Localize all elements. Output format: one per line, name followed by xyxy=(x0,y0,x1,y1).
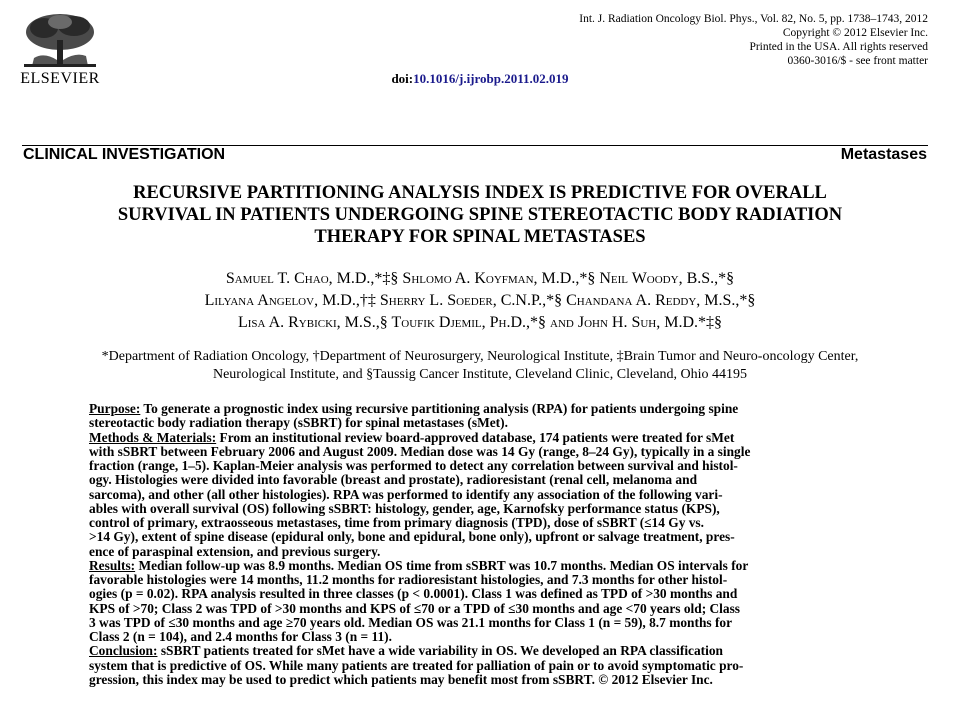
conclusion-label: Conclusion: xyxy=(89,643,158,659)
abstract-line: ence of paraspinal extension, and previous surgery. xyxy=(89,543,381,559)
author-line: Samuel T. Chao, M.D.,*‡§ Shlomo A. Koyfman, M.D.,*§ Neil Woody, B.S.,*§ xyxy=(225,270,735,287)
abstract-line: control of primary, extraosseous metastases, time from primary diagnosis (TPD), dose of sSBRT (≤14 Gy vs. xyxy=(89,515,704,530)
affiliation-line: *Department of Radiation Oncology, †Department of Neurosurgery, Neurological Institute, ‡Brain Tumor and Neuro-oncology Center, xyxy=(101,349,859,364)
abstract-line xyxy=(89,559,864,573)
abstract-line xyxy=(89,431,864,445)
printed-line: Printed in the USA. All rights reserved xyxy=(749,41,928,53)
purpose-label: Purpose: xyxy=(89,401,141,416)
affiliations xyxy=(30,348,930,384)
results-text: Median follow-up was 8.9 months. Median OS time from sSBRT was 10.7 months. Median OS intervals for xyxy=(135,557,749,573)
abstract-line: Class 2 (n = 104), and 2.4 months for Class 3 (n = 11). xyxy=(89,629,392,644)
title-line: SURVIVAL IN PATIENTS UNDERGOING SPINE STEREOTACTIC BODY RADIATION xyxy=(117,205,843,225)
abstract-line: fraction (range, 1–5). Kaplan-Meier analysis was performed to detect any correlation between survival and histol- xyxy=(89,458,738,473)
doi-label: doi: xyxy=(391,71,414,86)
copyright-line: Copyright © 2012 Elsevier Inc. xyxy=(782,27,928,39)
abstract-line: favorable histologies were 14 months, 11.2 months for radioresistant histologies, and 7.3 months for other histol- xyxy=(89,572,728,587)
affiliation-line: Neurological Institute, and §Taussig Cancer Institute, Cleveland Clinic, Cleveland, Ohio 44195 xyxy=(212,367,748,382)
conclusion-text: sSBRT patients treated for sMet have a wide variability in OS. We developed an RPA classification xyxy=(157,643,724,659)
abstract-line: ogy. Histologies were divided into favorable (breast and prostate), radioresistant (renal cell, melanoma and xyxy=(89,472,698,488)
title-line: RECURSIVE PARTITIONING ANALYSIS INDEX IS PREDICTIVE FOR OVERALL xyxy=(133,183,827,203)
abstract-line xyxy=(89,644,864,658)
author-line: Lisa A. Rybicki, M.S.,§ Toufik Djemil, Ph.D.,*§ and John H. Suh, M.D.*‡§ xyxy=(237,314,723,331)
purpose-text: To generate a prognostic index using recursive partitioning analysis (RPA) for patients undergoing spine xyxy=(140,401,739,416)
section-heading: CLINICAL INVESTIGATION xyxy=(23,146,226,163)
abstract-line: gression, this index may be used to predict which patients may benefit most from sSBRT. © 2012 Elsevier Inc. xyxy=(89,671,713,687)
methods-label: Methods & Materials: xyxy=(89,429,217,445)
abstract-line: 3 was TPD of ≤30 months and age ≥70 years old. Median OS was 21.1 months for Class 1 (n = 59), 8.7 months for xyxy=(89,614,733,630)
author-list xyxy=(40,268,920,334)
abstract-line xyxy=(89,402,864,416)
abstract-line: KPS of >70; Class 2 was TPD of >30 months and KPS of ≤70 or a TPD of ≤30 months and age <70 years old; Class xyxy=(89,600,741,616)
doi-line xyxy=(0,71,960,87)
title-line: THERAPY FOR SPINAL METASTASES xyxy=(314,227,646,247)
journal-citation: Int. J. Radiation Oncology Biol. Phys., Vol. 82, No. 5, pp. 1738–1743, 2012 xyxy=(579,13,928,25)
abstract-line: ables with overall survival (OS) following sSBRT: histology, gender, age, Karnofsky performance status (KPS), xyxy=(89,500,720,516)
author-line: Lilyana Angelov, M.D.,†‡ Sherry L. Soeder, C.N.P.,*§ Chandana A. Reddy, M.S.,*§ xyxy=(204,292,756,309)
doi-link[interactable]: 10.1016/j.ijrobp.2011.02.019 xyxy=(413,71,569,86)
abstract-line: with sSBRT between February 2006 and August 2009. Median dose was 14 Gy (range, 8–24 Gy), typically in a single xyxy=(89,443,751,459)
methods-text: From an institutional review board-approved database, 174 patients were treated for sMet xyxy=(216,429,735,445)
journal-reference xyxy=(579,12,928,68)
abstract-line: stereotactic body radiation therapy (sSBRT) for spinal metastases (sMet). xyxy=(89,415,508,431)
abstract xyxy=(89,402,864,687)
abstract-line: >14 Gy), extent of spine disease (epidural only, bone and epidural, bone only), upfront or salvage treatment, pres- xyxy=(89,529,735,545)
publisher-wordmark: ELSEVIER xyxy=(20,70,100,87)
abstract-line: sarcoma), and other (all other histologies). RPA was performed to identify any association of the following vari- xyxy=(89,486,723,502)
abstract-line: system that is predictive of OS. While many patients are treated for palliation of pain or to avoid symptomatic pro- xyxy=(89,657,744,673)
article-title xyxy=(40,182,920,248)
results-label: Results: xyxy=(89,557,136,573)
category-heading: Metastases xyxy=(840,146,927,163)
abstract-line: ogies (p = 0.02). RPA analysis resulted in three classes (p < 0.0001). Class 1 was defined as TPD of >30 months and xyxy=(89,586,738,602)
issn-line: 0360-3016/$ - see front matter xyxy=(787,55,928,67)
elsevier-tree-emblem xyxy=(14,10,106,70)
